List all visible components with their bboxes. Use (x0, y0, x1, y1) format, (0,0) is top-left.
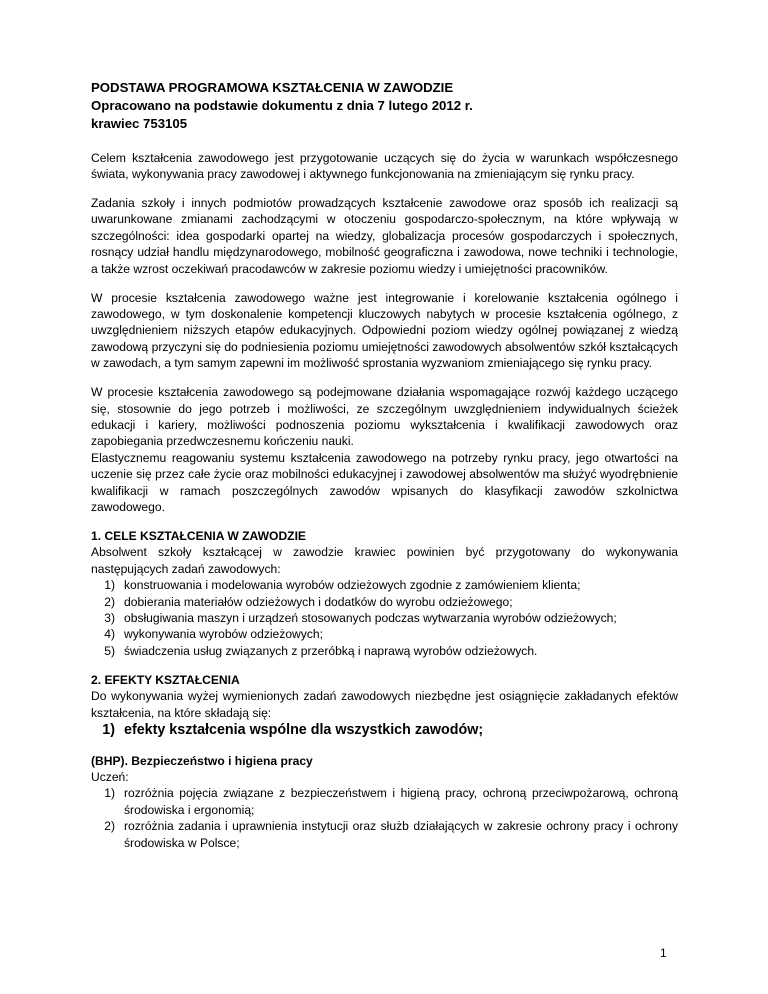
section-bhp (91, 753, 678, 851)
title-line-1: PODSTAWA PROGRAMOWA KSZTAŁCENIA W ZAWODZIE (91, 80, 454, 95)
list-item: 4) wykonywania wyrobów odzieżowych; (104, 627, 323, 642)
list-item: 1) konstruowania i modelowania wyrobów odzieżowych zgodnie z zamówieniem klienta; (104, 578, 581, 593)
section-effects (91, 672, 678, 740)
title-line-3: krawiec 753105 (91, 116, 188, 131)
page-number: 1 (660, 946, 667, 960)
paragraph-tasks: Zadania szkoły i innych podmiotów prowadzących kształcenie zawodowe oraz sposób ich realizacji są uwarunkowane zmianami zachodzącymi w otoczeniu gospodarczo-społecznym, na które wpływają w szczególności: idea gospodarki opartej na wiedzy, globalizacja procesów gospodarczych i społecznych, rosnący udział handlu międzynarodowego, mobilność geograficzna i zawodowa, nowe techniki i technologie, a także wzrost oczekiwań pracodawców w zakresie poziomu wiedzy i umiejętności pracowników. (91, 195, 678, 276)
section-effects-heading: 2. EFEKTY KSZTAŁCENIA (91, 672, 240, 687)
effects-subheading (91, 721, 678, 740)
list-item: 1) rozróżnia pojęcia związane z bezpieczeństwem i higieną pracy, ochroną przeciwpożarową, ochroną środowiska i ergonomią; (104, 786, 678, 817)
effects-subheading-label: efekty kształcenia wspólne dla wszystkich zawodów; (124, 722, 484, 739)
document-title (91, 79, 678, 133)
list-item: 3) obsługiwania maszyn i urządzeń stosowanych podczas wytwarzania wyrobów odzieżowych; (104, 611, 617, 626)
section-goals-list (91, 577, 678, 659)
document-body (91, 79, 678, 851)
paragraph-flexibility: Elastycznemu reagowaniu systemu kształcenia zawodowego na potrzeby rynku pracy, jego otwartości na uczenie się przez całe życie oraz mobilności edukacyjnej i zawodowej absolwentów ma służyć wyodrębnienie kwalifikacji w ramach poszczególnych zawodów wpisanych do klasyfikacji zawodów szkolnictwa zawodowego. (91, 450, 678, 514)
paragraph-integration: W procesie kształcenia zawodowego ważne jest integrowanie i korelowanie kształcenia ogólnego i zawodowego, w tym doskonalenie kompetencji kluczowych nabytych w procesie kształcenia ogólnego, z uwzględnieniem niższych etapów edukacyjnych. Odpowiedni poziom wiedzy ogólnej powiązanej z wiedzą zawodową przyczyni się do podniesienia poziomu umiejętności zawodowych absolwentów szkół kształcących w zawodach, a tym samym zapewni im możliwość sprostania wyzwaniom zmieniającego się rynku pracy. (91, 290, 678, 371)
section-goals-intro: Absolwent szkoły kształcącej w zawodzie krawiec powinien być przygotowany do wykonywania następujących zadań zawodowych: (91, 545, 678, 576)
effects-subheading-number: 1) (102, 722, 115, 739)
paragraph-goal: Celem kształcenia zawodowego jest przygotowanie uczących się do życia w warunkach współczesnego świata, wykonywania pracy zawodowej i aktywnego funkcjonowania na zmieniającym się rynku pracy. (91, 150, 678, 181)
bhp-list (91, 785, 678, 851)
section-goals-heading: 1. CELE KSZTAŁCENIA W ZAWODZIE (91, 529, 306, 543)
list-item: 2) rozróżnia zadania i uprawnienia instytucji oraz służb działających w zakresie ochrony pracy i ochrony środowiska w Polsce; (104, 819, 678, 850)
title-line-2: Opracowano na podstawie dokumentu z dnia 7 lutego 2012 r. (91, 98, 473, 113)
paragraph-support: W procesie kształcenia zawodowego są podejmowane działania wspomagające rozwój każdego uczącego się, stosownie do jego potrzeb i możliwości, ze szczególnym uwzględnieniem indywidualnych ścieżek edukacji i kariery, możliwości podnoszenia poziomu wykształcenia i kwalifikacji zawodowych oraz zapobiegania przedwczesnemu kończeniu nauki. (91, 385, 678, 449)
section-effects-intro: Do wykonywania wyżej wymienionych zadań zawodowych niezbędne jest osiągnięcie zakładanych efektów kształcenia, na które składają się: (91, 689, 678, 720)
bhp-lead: Uczeń: (91, 770, 129, 785)
list-item: 2) dobierania materiałów odzieżowych i dodatków do wyrobu odzieżowego; (104, 594, 513, 609)
list-item: 5) świadczenia usług związanych z przeróbką i naprawą wyrobów odzieżowych. (104, 643, 538, 658)
bhp-heading: (BHP). Bezpieczeństwo i higiena pracy (91, 753, 313, 768)
section-goals (91, 528, 678, 659)
